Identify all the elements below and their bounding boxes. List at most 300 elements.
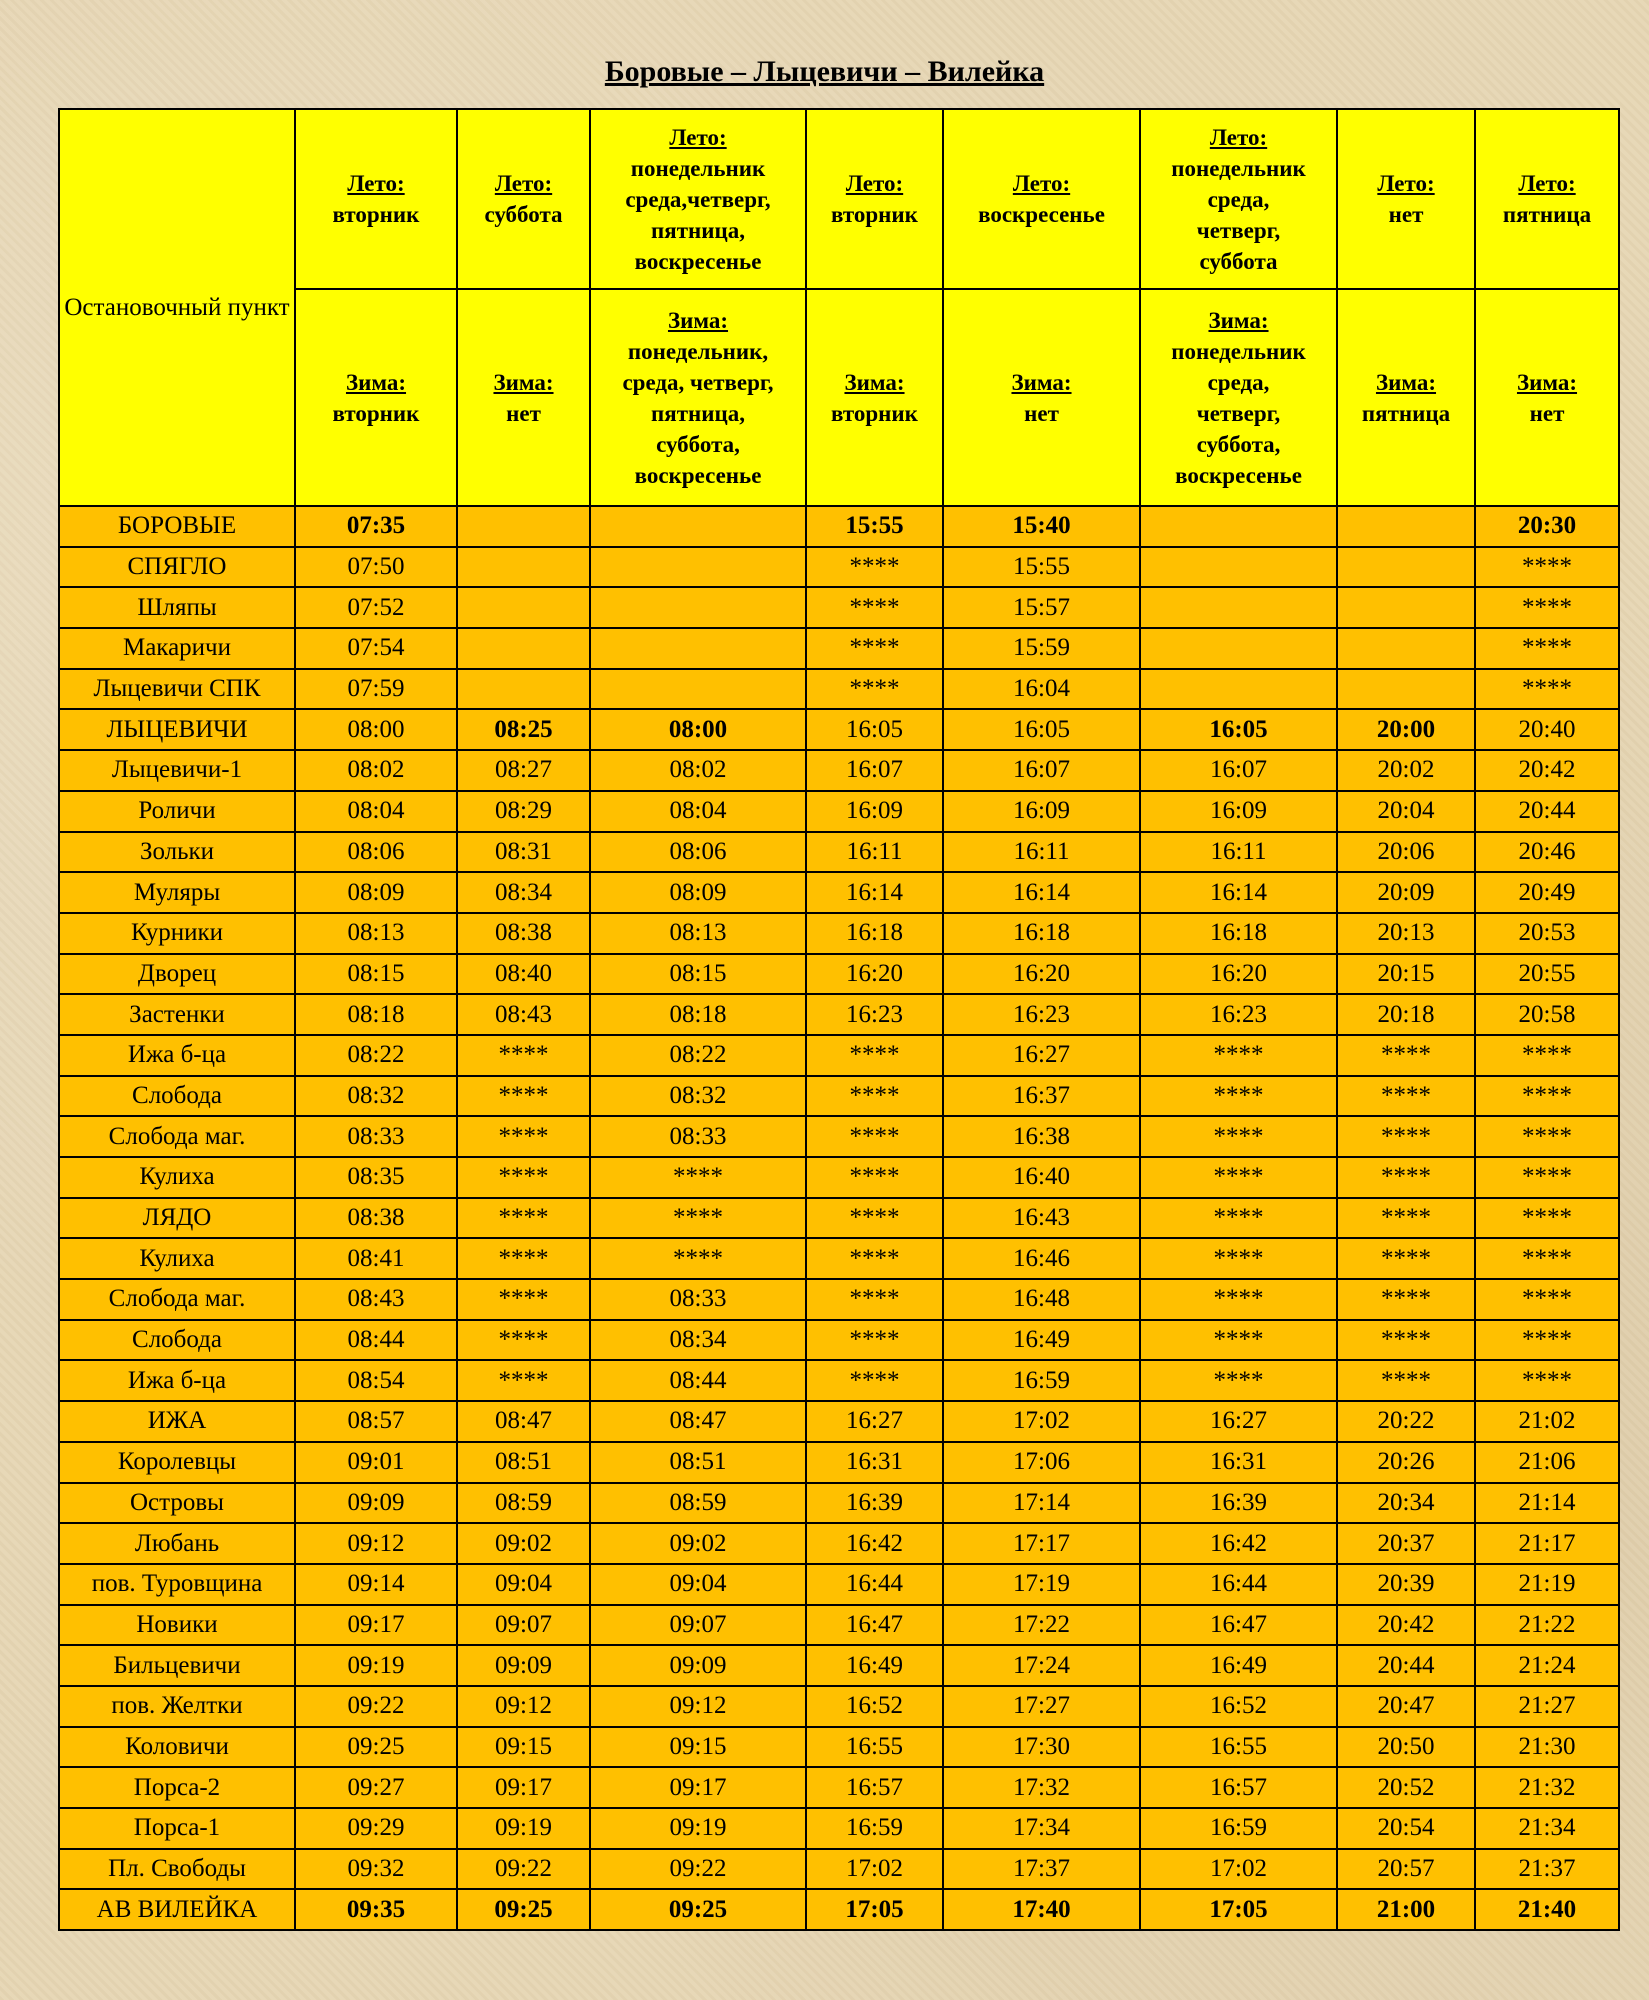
time-cell: 16:23 xyxy=(1140,994,1337,1035)
time-cell: **** xyxy=(806,628,943,669)
table-row xyxy=(59,1849,1619,1890)
time-cell: 08:33 xyxy=(590,1116,806,1157)
time-cell xyxy=(590,547,806,588)
time-cell: 08:38 xyxy=(295,1198,457,1239)
time-cell: 08:27 xyxy=(457,750,590,791)
time-cell: 16:07 xyxy=(1140,750,1337,791)
time-cell: 20:52 xyxy=(1337,1767,1475,1808)
time-cell: **** xyxy=(1475,1035,1619,1076)
table-row xyxy=(59,1076,1619,1117)
time-cell xyxy=(457,547,590,588)
time-cell: **** xyxy=(806,1035,943,1076)
time-cell: 20:44 xyxy=(1475,791,1619,832)
time-cell xyxy=(590,506,806,547)
time-cell: 16:57 xyxy=(806,1767,943,1808)
time-cell: **** xyxy=(590,1157,806,1198)
winter-season-label: Зима: xyxy=(1375,369,1437,395)
table-row xyxy=(59,1605,1619,1646)
time-cell: 17:24 xyxy=(943,1645,1140,1686)
summer-header-cell xyxy=(1337,109,1475,289)
time-cell: 09:25 xyxy=(590,1889,806,1930)
time-cell: 08:40 xyxy=(457,954,590,995)
time-cell: **** xyxy=(1140,1116,1337,1157)
winter-days-line: суббота, xyxy=(1196,431,1281,457)
time-cell: 09:27 xyxy=(295,1767,457,1808)
table-row xyxy=(59,1564,1619,1605)
time-cell: **** xyxy=(1475,1198,1619,1239)
table-row xyxy=(59,1116,1619,1157)
time-cell: **** xyxy=(806,1157,943,1198)
time-cell: **** xyxy=(1140,1076,1337,1117)
time-cell: **** xyxy=(457,1198,590,1239)
winter-header-cell xyxy=(590,289,806,506)
time-cell: 16:11 xyxy=(1140,832,1337,873)
time-cell: 08:13 xyxy=(590,913,806,954)
time-cell: **** xyxy=(1475,1076,1619,1117)
time-cell: 17:22 xyxy=(943,1605,1140,1646)
time-cell: 17:17 xyxy=(943,1523,1140,1564)
winter-days-line: среда, xyxy=(1207,369,1270,395)
time-cell: 16:55 xyxy=(806,1727,943,1768)
time-cell: 08:18 xyxy=(590,994,806,1035)
summer-season-label: Лето: xyxy=(494,171,553,196)
winter-season-label: Зима: xyxy=(844,369,905,395)
table-row xyxy=(59,1483,1619,1524)
time-cell: **** xyxy=(806,1116,943,1157)
time-cell: 21:06 xyxy=(1475,1442,1619,1483)
time-cell: 16:59 xyxy=(943,1360,1140,1401)
time-cell: 16:37 xyxy=(943,1076,1140,1117)
time-cell: 15:55 xyxy=(806,506,943,547)
summer-days-line: вторник xyxy=(831,202,918,227)
summer-days-line: суббота xyxy=(1199,248,1278,274)
time-cell: 09:17 xyxy=(590,1767,806,1808)
time-cell xyxy=(590,628,806,669)
time-cell: 08:57 xyxy=(295,1401,457,1442)
summer-season-label: Лето: xyxy=(1209,124,1268,150)
time-cell: 20:46 xyxy=(1475,832,1619,873)
time-cell: 09:22 xyxy=(295,1686,457,1727)
time-cell: 16:59 xyxy=(1140,1808,1337,1849)
time-cell: 16:09 xyxy=(1140,791,1337,832)
winter-days-line: вторник xyxy=(831,400,918,426)
time-cell: 16:27 xyxy=(1140,1401,1337,1442)
stop-name-cell: Макаричи xyxy=(59,628,295,669)
stop-name-cell: Застенки xyxy=(59,994,295,1035)
time-cell: 16:31 xyxy=(806,1442,943,1483)
summer-days-line: воскресенье xyxy=(634,248,762,274)
time-cell: 17:05 xyxy=(1140,1889,1337,1930)
page-title: Боровые – Лыцевичи – Вилейка xyxy=(604,55,1045,88)
stop-name-cell: ИЖА xyxy=(59,1401,295,1442)
time-cell: 07:52 xyxy=(295,587,457,628)
table-row xyxy=(59,1238,1619,1279)
time-cell: 20:57 xyxy=(1337,1849,1475,1890)
stop-column-header: Остановочный пункт xyxy=(59,109,295,506)
table-row xyxy=(59,1686,1619,1727)
winter-days-line: понедельник xyxy=(1171,338,1306,364)
time-cell: 16:27 xyxy=(943,1035,1140,1076)
time-cell: 17:40 xyxy=(943,1889,1140,1930)
winter-days-line: понедельник, xyxy=(627,338,769,364)
time-cell: 07:35 xyxy=(295,506,457,547)
time-cell: 20:44 xyxy=(1337,1645,1475,1686)
winter-days-line: воскресенье xyxy=(634,462,762,488)
time-cell: 21:40 xyxy=(1475,1889,1619,1930)
time-cell: 16:09 xyxy=(943,791,1140,832)
time-cell: 09:15 xyxy=(457,1727,590,1768)
table-row xyxy=(59,1767,1619,1808)
table-row xyxy=(59,1645,1619,1686)
table-row xyxy=(59,750,1619,791)
table-row xyxy=(59,547,1619,588)
time-cell: 08:43 xyxy=(457,994,590,1035)
time-cell: 16:55 xyxy=(1140,1727,1337,1768)
time-cell: 17:05 xyxy=(806,1889,943,1930)
winter-season-label: Зима: xyxy=(1208,307,1269,333)
time-cell: 08:15 xyxy=(590,954,806,995)
summer-days-line: понедельник xyxy=(630,155,766,181)
time-cell: **** xyxy=(457,1035,590,1076)
time-cell: 09:32 xyxy=(295,1849,457,1890)
time-cell xyxy=(1337,587,1475,628)
time-cell: **** xyxy=(1475,1157,1619,1198)
time-cell: 09:17 xyxy=(457,1767,590,1808)
time-cell: 21:00 xyxy=(1337,1889,1475,1930)
time-cell: 16:31 xyxy=(1140,1442,1337,1483)
time-cell: 08:43 xyxy=(295,1279,457,1320)
time-cell xyxy=(1140,628,1337,669)
time-cell: 16:44 xyxy=(806,1564,943,1605)
time-cell: 16:44 xyxy=(1140,1564,1337,1605)
time-cell: 16:52 xyxy=(1140,1686,1337,1727)
time-cell: 16:49 xyxy=(943,1320,1140,1361)
time-cell: 20:53 xyxy=(1475,913,1619,954)
time-cell: **** xyxy=(806,669,943,710)
time-cell: **** xyxy=(457,1320,590,1361)
time-cell: 08:38 xyxy=(457,913,590,954)
time-cell: 17:06 xyxy=(943,1442,1140,1483)
winter-days-line: нет xyxy=(506,400,541,426)
time-cell: 09:19 xyxy=(457,1808,590,1849)
time-cell: 08:47 xyxy=(590,1401,806,1442)
time-cell: 08:35 xyxy=(295,1157,457,1198)
time-cell: **** xyxy=(457,1157,590,1198)
time-cell: 09:17 xyxy=(295,1605,457,1646)
time-cell: 08:29 xyxy=(457,791,590,832)
time-cell: **** xyxy=(1140,1238,1337,1279)
time-cell: 09:12 xyxy=(590,1686,806,1727)
time-cell: 21:32 xyxy=(1475,1767,1619,1808)
summer-days-line: четверг, xyxy=(1196,217,1281,243)
table-row xyxy=(59,1808,1619,1849)
time-cell: **** xyxy=(1475,1320,1619,1361)
time-cell: 08:09 xyxy=(590,872,806,913)
time-cell: 16:05 xyxy=(806,709,943,750)
stop-name-cell: Слобода маг. xyxy=(59,1116,295,1157)
time-cell: 16:07 xyxy=(943,750,1140,791)
time-cell: 17:14 xyxy=(943,1483,1140,1524)
time-cell: **** xyxy=(1475,669,1619,710)
summer-header-cell xyxy=(1475,109,1619,289)
time-cell: 07:59 xyxy=(295,669,457,710)
time-cell: **** xyxy=(1140,1157,1337,1198)
time-cell: 17:34 xyxy=(943,1808,1140,1849)
time-cell: 08:00 xyxy=(590,709,806,750)
time-cell: 16:14 xyxy=(943,872,1140,913)
time-cell: 16:18 xyxy=(1140,913,1337,954)
time-cell: **** xyxy=(1475,1279,1619,1320)
time-cell xyxy=(1337,669,1475,710)
time-cell xyxy=(590,587,806,628)
winter-season-label: Зима: xyxy=(667,307,729,333)
time-cell: 16:47 xyxy=(806,1605,943,1646)
time-cell: 07:50 xyxy=(295,547,457,588)
winter-days-line: нет xyxy=(1529,400,1565,426)
winter-days-line: пятница xyxy=(1361,400,1451,426)
summer-header-cell xyxy=(590,109,806,289)
time-cell: 17:32 xyxy=(943,1767,1140,1808)
time-cell: 21:14 xyxy=(1475,1483,1619,1524)
time-cell: 08:02 xyxy=(295,750,457,791)
winter-header-cell xyxy=(806,289,943,506)
time-cell: **** xyxy=(806,587,943,628)
time-cell: **** xyxy=(806,1360,943,1401)
summer-season-label: Лето: xyxy=(347,171,405,196)
winter-days-line: среда, четверг, xyxy=(622,369,774,395)
table-row xyxy=(59,709,1619,750)
table-row xyxy=(59,1442,1619,1483)
time-cell: 17:02 xyxy=(943,1401,1140,1442)
time-cell: 09:01 xyxy=(295,1442,457,1483)
time-cell: 08:41 xyxy=(295,1238,457,1279)
time-cell: 08:44 xyxy=(590,1360,806,1401)
summer-days-line: среда,четверг, xyxy=(625,186,771,212)
time-cell: 16:59 xyxy=(806,1808,943,1849)
time-cell: 16:52 xyxy=(806,1686,943,1727)
time-cell: 16:20 xyxy=(806,954,943,995)
time-cell: 15:59 xyxy=(943,628,1140,669)
time-cell: 09:12 xyxy=(295,1523,457,1564)
time-cell: 08:02 xyxy=(590,750,806,791)
time-cell: 16:11 xyxy=(943,832,1140,873)
time-cell: 15:40 xyxy=(943,506,1140,547)
summer-days-line: нет xyxy=(1388,202,1424,227)
time-cell: 09:04 xyxy=(457,1564,590,1605)
time-cell: **** xyxy=(1140,1035,1337,1076)
time-cell: 21:17 xyxy=(1475,1523,1619,1564)
winter-header-cell xyxy=(943,289,1140,506)
time-cell: **** xyxy=(457,1279,590,1320)
winter-days-line: пятница, xyxy=(651,400,745,426)
time-cell: 20:15 xyxy=(1337,954,1475,995)
time-cell: **** xyxy=(1475,1238,1619,1279)
time-cell: 08:04 xyxy=(295,791,457,832)
time-cell: **** xyxy=(1475,1116,1619,1157)
table-row xyxy=(59,1889,1619,1930)
time-cell: 08:51 xyxy=(590,1442,806,1483)
stop-name-cell: Пл. Свободы xyxy=(59,1849,295,1890)
time-cell: 09:07 xyxy=(590,1605,806,1646)
time-cell: 20:02 xyxy=(1337,750,1475,791)
time-cell: **** xyxy=(1140,1198,1337,1239)
time-cell: 09:25 xyxy=(457,1889,590,1930)
time-cell: 08:59 xyxy=(590,1483,806,1524)
time-cell: 08:32 xyxy=(295,1076,457,1117)
time-cell: 09:22 xyxy=(590,1849,806,1890)
time-cell xyxy=(590,669,806,710)
summer-days-line: пятница xyxy=(1502,202,1592,227)
stop-name-cell: Порса-2 xyxy=(59,1767,295,1808)
time-cell: **** xyxy=(1337,1116,1475,1157)
stop-name-cell: Коловичи xyxy=(59,1727,295,1768)
time-cell: 16:04 xyxy=(943,669,1140,710)
table-row xyxy=(59,1401,1619,1442)
time-cell: 17:37 xyxy=(943,1849,1140,1890)
time-cell xyxy=(457,628,590,669)
time-cell: 09:15 xyxy=(590,1727,806,1768)
stop-name-cell: Кулиха xyxy=(59,1157,295,1198)
time-cell: 16:18 xyxy=(943,913,1140,954)
time-cell: **** xyxy=(1337,1157,1475,1198)
time-cell: 20:58 xyxy=(1475,994,1619,1035)
time-cell: 08:22 xyxy=(590,1035,806,1076)
time-cell: 21:27 xyxy=(1475,1686,1619,1727)
time-cell: 08:00 xyxy=(295,709,457,750)
time-cell: 16:14 xyxy=(1140,872,1337,913)
table-row xyxy=(59,1727,1619,1768)
time-cell: **** xyxy=(806,1198,943,1239)
time-cell: 09:19 xyxy=(590,1808,806,1849)
time-cell: 20:34 xyxy=(1337,1483,1475,1524)
winter-season-label: Зима: xyxy=(1011,369,1072,395)
summer-header-cell xyxy=(943,109,1140,289)
time-cell: 16:46 xyxy=(943,1238,1140,1279)
time-cell: **** xyxy=(457,1116,590,1157)
stop-name-cell: пов. Желтки xyxy=(59,1686,295,1727)
stop-name-cell: БОРОВЫЕ xyxy=(59,506,295,547)
stop-name-cell: Порса-1 xyxy=(59,1808,295,1849)
table-row xyxy=(59,1320,1619,1361)
stop-name-cell: Бильцевичи xyxy=(59,1645,295,1686)
winter-header-cell xyxy=(1140,289,1337,506)
time-cell: 16:23 xyxy=(806,994,943,1035)
table-row xyxy=(59,669,1619,710)
time-cell: 17:19 xyxy=(943,1564,1140,1605)
table-row xyxy=(59,832,1619,873)
time-cell: **** xyxy=(806,547,943,588)
winter-header-cell xyxy=(457,289,590,506)
stop-name-cell: Кулиха xyxy=(59,1238,295,1279)
summer-season-label: Лето: xyxy=(669,124,727,150)
time-cell: 21:02 xyxy=(1475,1401,1619,1442)
time-cell: 09:09 xyxy=(295,1483,457,1524)
stop-name-cell: Слобода маг. xyxy=(59,1279,295,1320)
time-cell: 08:25 xyxy=(457,709,590,750)
time-cell: **** xyxy=(457,1238,590,1279)
time-cell: 08:59 xyxy=(457,1483,590,1524)
table-row xyxy=(59,913,1619,954)
time-cell: 21:24 xyxy=(1475,1645,1619,1686)
time-cell: 09:09 xyxy=(590,1645,806,1686)
time-cell: 16:48 xyxy=(943,1279,1140,1320)
time-cell: 16:09 xyxy=(806,791,943,832)
time-cell: 16:11 xyxy=(806,832,943,873)
time-cell: 20:54 xyxy=(1337,1808,1475,1849)
stop-name-cell: СПЯГЛО xyxy=(59,547,295,588)
time-cell: 09:35 xyxy=(295,1889,457,1930)
time-cell: 20:22 xyxy=(1337,1401,1475,1442)
time-cell: 09:02 xyxy=(590,1523,806,1564)
time-cell: 16:38 xyxy=(943,1116,1140,1157)
winter-season-label: Зима: xyxy=(493,369,554,395)
time-cell xyxy=(457,669,590,710)
summer-header-cell xyxy=(1140,109,1337,289)
summer-days-line: вторник xyxy=(332,202,420,227)
winter-days-line: вторник xyxy=(332,400,420,426)
table-row xyxy=(59,1157,1619,1198)
time-cell: **** xyxy=(1337,1320,1475,1361)
time-cell: **** xyxy=(457,1360,590,1401)
time-cell: 16:47 xyxy=(1140,1605,1337,1646)
table-row xyxy=(59,994,1619,1035)
time-cell: **** xyxy=(1337,1198,1475,1239)
time-cell: **** xyxy=(1475,628,1619,669)
time-cell: 15:55 xyxy=(943,547,1140,588)
stop-name-cell: Лыцевичи-1 xyxy=(59,750,295,791)
time-cell: 16:40 xyxy=(943,1157,1140,1198)
time-cell: 08:47 xyxy=(457,1401,590,1442)
time-cell: 09:07 xyxy=(457,1605,590,1646)
time-cell: 20:13 xyxy=(1337,913,1475,954)
time-cell: 08:22 xyxy=(295,1035,457,1076)
time-cell: 17:02 xyxy=(1140,1849,1337,1890)
time-cell: 17:27 xyxy=(943,1686,1140,1727)
time-cell xyxy=(1337,506,1475,547)
time-cell: 08:32 xyxy=(590,1076,806,1117)
time-cell: 20:30 xyxy=(1475,506,1619,547)
time-cell: 20:47 xyxy=(1337,1686,1475,1727)
stop-name-cell: Новики xyxy=(59,1605,295,1646)
time-cell: 20:42 xyxy=(1475,750,1619,791)
stop-name-cell: Слобода xyxy=(59,1076,295,1117)
time-cell: **** xyxy=(1475,547,1619,588)
summer-days-line: среда, xyxy=(1207,186,1270,212)
stop-name-cell: Любань xyxy=(59,1523,295,1564)
time-cell: 15:57 xyxy=(943,587,1140,628)
stop-name-cell: Муляры xyxy=(59,872,295,913)
stop-name-cell: Слобода xyxy=(59,1320,295,1361)
time-cell: 17:02 xyxy=(806,1849,943,1890)
table-row xyxy=(59,587,1619,628)
time-cell: **** xyxy=(1337,1076,1475,1117)
time-cell: 08:34 xyxy=(590,1320,806,1361)
winter-season-label: Зима: xyxy=(1516,369,1578,395)
time-cell: 16:43 xyxy=(943,1198,1140,1239)
summer-header-cell xyxy=(806,109,943,289)
time-cell: 16:49 xyxy=(806,1645,943,1686)
time-cell: 08:06 xyxy=(590,832,806,873)
table-row xyxy=(59,1523,1619,1564)
summer-season-label: Лето: xyxy=(845,171,904,196)
time-cell: 09:22 xyxy=(457,1849,590,1890)
time-cell: 08:51 xyxy=(457,1442,590,1483)
table-row xyxy=(59,506,1619,547)
time-cell xyxy=(457,587,590,628)
time-cell xyxy=(1140,506,1337,547)
summer-header-row xyxy=(59,109,1619,289)
time-cell: 08:34 xyxy=(457,872,590,913)
